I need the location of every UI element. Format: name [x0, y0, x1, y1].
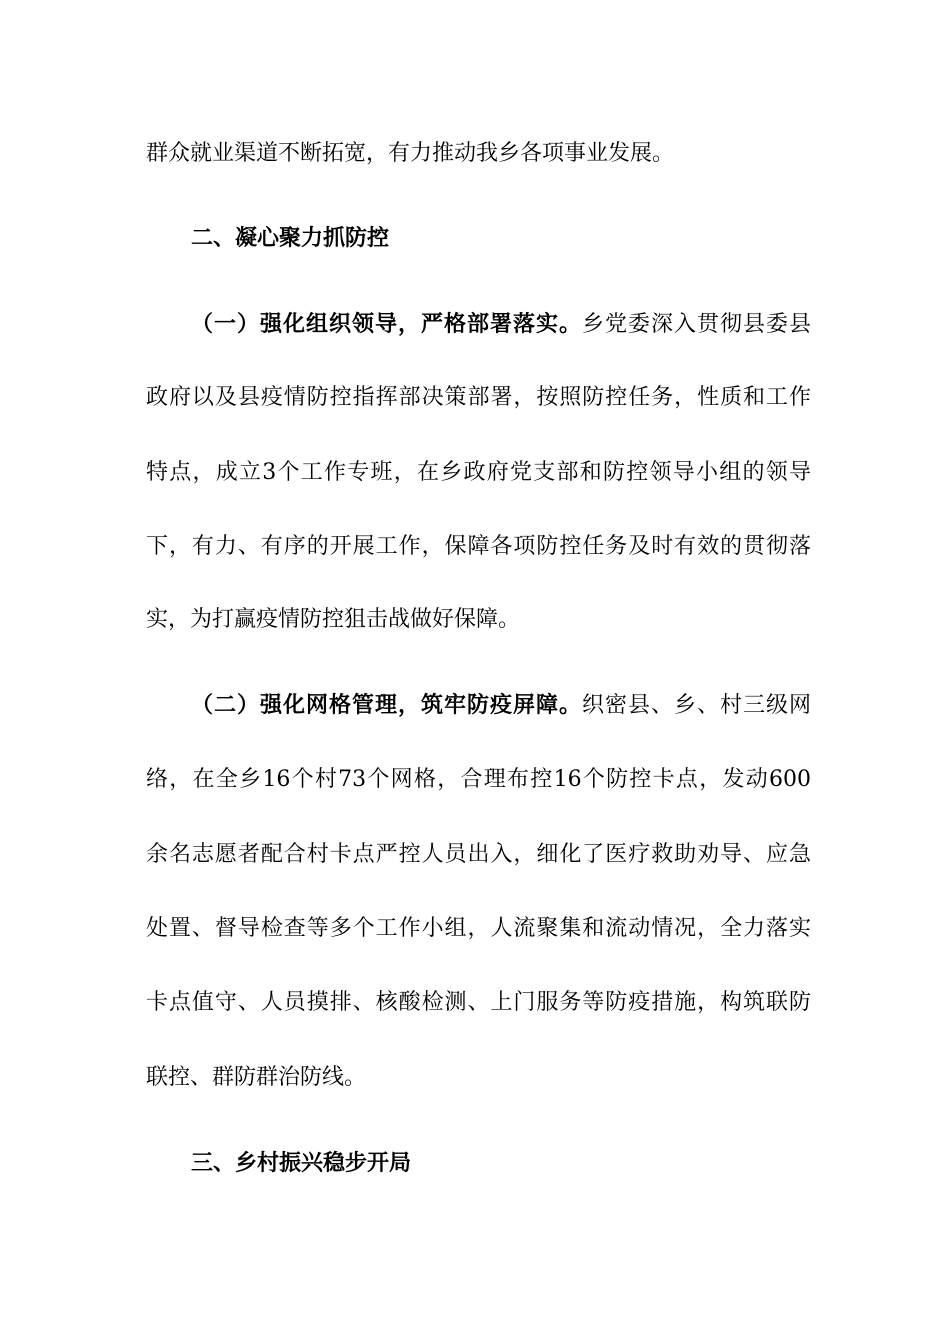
line-text: 乡党委深入贯彻县委县: [581, 312, 811, 337]
paragraph-line: [146, 458, 811, 488]
paragraph-line: [146, 532, 811, 562]
section-heading-3: [191, 1148, 811, 1178]
paragraph-line: [146, 1063, 811, 1093]
paragraph-line: [146, 605, 811, 635]
line-text: 特点，成立3个工作专班，在乡政府党支部和防控领导小组的领导: [146, 460, 811, 485]
paragraph-line: [146, 765, 811, 795]
paragraph-line: [146, 988, 811, 1018]
line-text: 政府以及县疫情防控指挥部决策部署，按照防控任务，性质和工作: [146, 385, 811, 410]
subsection-line-1: [191, 309, 811, 339]
line-text: 下，有力、有序的开展工作，保障各项防控任务及时有效的贯彻落: [146, 534, 811, 559]
line-text: 余名志愿者配合村卡点严控人员出入，细化了医疗救助劝导、应急: [146, 842, 811, 867]
heading-text: 二、凝心聚力抓防控: [191, 225, 390, 251]
subsection-title: （一）强化组织领导，严格部署落实。: [191, 311, 582, 337]
line-text: 群众就业渠道不断拓宽，有力推动我乡各项事业发展。: [146, 141, 675, 166]
section-heading-2: [191, 223, 811, 253]
subsection-line-2: [191, 690, 811, 720]
paragraph-line: [146, 840, 811, 870]
line-text: 处置、督导检查等多个工作小组，人流聚集和流动情况，全力落实: [146, 916, 811, 941]
paragraph-line: [146, 914, 811, 944]
paragraph-line: [146, 383, 811, 413]
heading-text: 三、乡村振兴稳步开局: [191, 1150, 412, 1176]
line-text: 织密县、乡、村三级网: [581, 693, 811, 718]
line-text: 实，为打赢疫情防控狙击战做好保障。: [146, 607, 521, 632]
line-text: 卡点值守、人员摸排、核酸检测、上门服务等防疫措施，构筑联防: [146, 990, 811, 1015]
paragraph-line: [146, 139, 811, 169]
subsection-title: （二）强化网格管理，筑牢防疫屏障。: [191, 692, 582, 718]
line-text: 联控、群防群治防线。: [146, 1065, 367, 1090]
line-text: 络，在全乡16个村73个网格，合理布控16个防控卡点，发动600: [146, 767, 811, 792]
